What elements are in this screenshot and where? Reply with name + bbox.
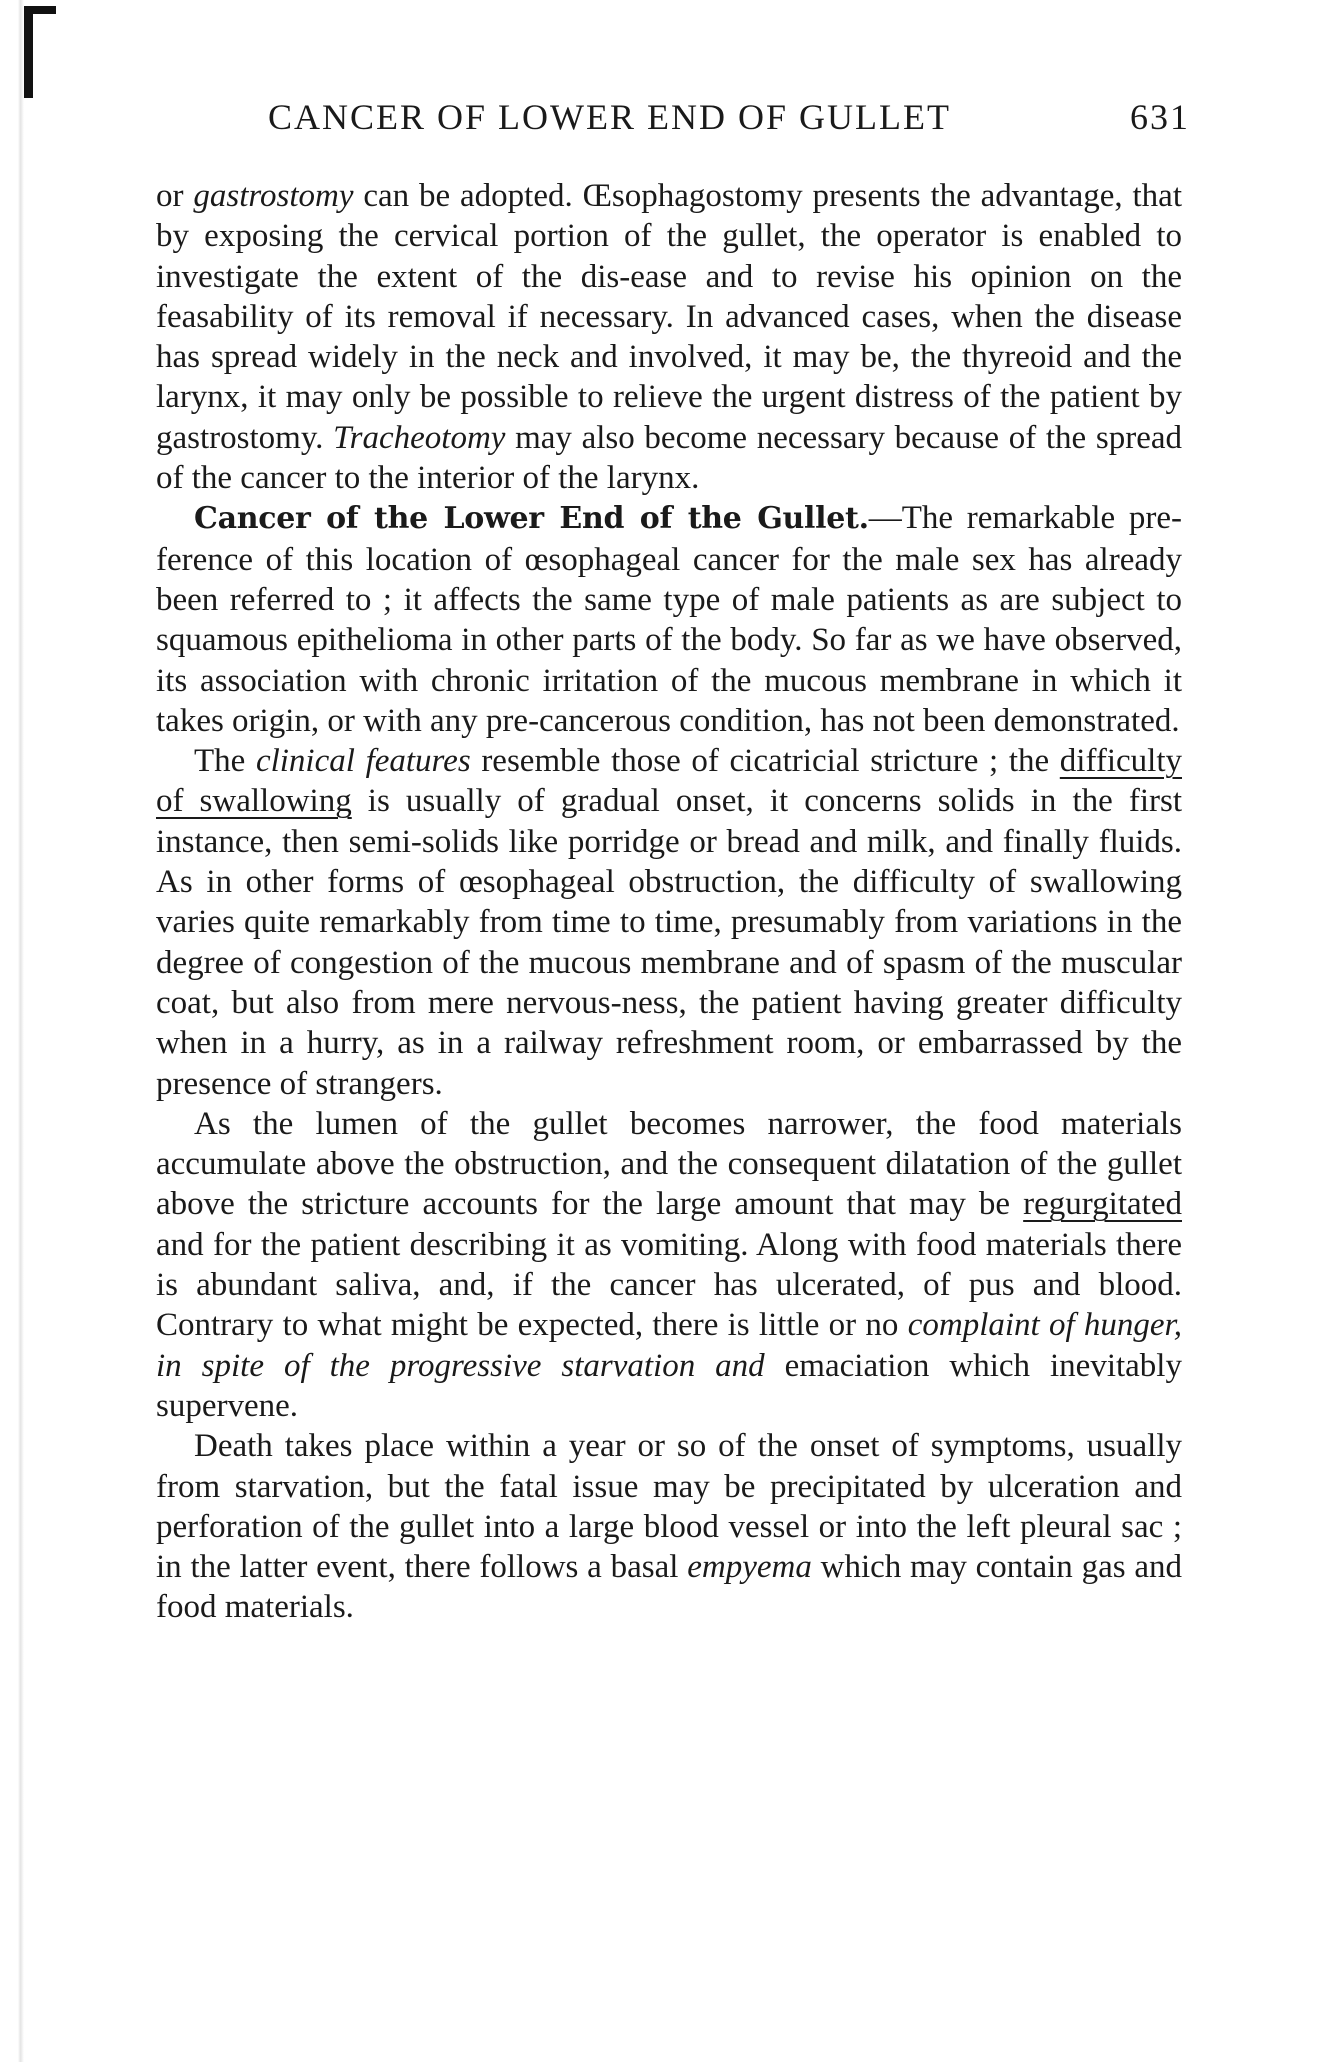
page-number: 631 bbox=[1130, 97, 1190, 137]
p2-text: —The remarkable pre-ference of this location of œsophageal cancer for the male sex has already been referred to ; it affects the same type of male patients as are subject to squamous epithelioma in other parts of the body. So far as we have observed, its association with chronic irritation of the mucous membrane in which it takes origin, or with any pre-cancerous condition, has not been demonstrated. bbox=[156, 500, 1182, 739]
p1-lead: or bbox=[156, 178, 194, 214]
p1-text-2: may also become necessary because of the spread of the cancer to the interior of the larynx. bbox=[156, 419, 1182, 497]
p3-lead: The bbox=[194, 743, 256, 780]
scan-binding-edge bbox=[18, 0, 24, 2062]
p5-text-2: which may contain gas and food materials. bbox=[156, 1549, 1183, 1626]
paragraph-1 bbox=[156, 176, 1182, 498]
p1-italic-tracheotomy: Tracheotomy bbox=[333, 419, 506, 456]
p4-italic-phrase: complaint of hunger, in spite of the progressive starvation and bbox=[156, 1307, 1182, 1384]
p3-italic-clinical-features: clinical features bbox=[255, 743, 471, 780]
p3-underlined-phrase: difficulty of swallowing bbox=[156, 743, 1182, 820]
p5-text-1: Death takes place within a year or so of the onset of symptoms, usually from starvation, but the fatal issue may be precipitated by ulceration and perforation of the gullet into a large blood vessel or into the left pleural sac ; in the latter event, there follows a basal bbox=[156, 1428, 1182, 1586]
p1-text-1: can be adopted. Œsophagostomy presents the advantage, that by exposing the cervical portion of the gullet, the operator is enabled to investigate the extent of the dis-ease and to revise his opinion on the feasability of its removal if necessary. In advanced cases, when the disease has spread widely in the neck and involved, it may be, the thyreoid and the larynx, it may only be possible to relieve the urgent distress of the patient by gastrostomy. bbox=[156, 178, 1182, 456]
p3-text-1: resemble those of cicatricial stricture ; the bbox=[470, 743, 1060, 780]
p5-italic-empyema: empyema bbox=[687, 1549, 812, 1586]
paragraph-2 bbox=[156, 498, 1182, 741]
p4-text-1: As the lumen of the gullet becomes narrower, the food materials accumulate above the obstruction, and the consequent dilatation of the gullet above the stricture accounts for the large amount that may be bbox=[156, 1105, 1182, 1223]
body-text bbox=[156, 176, 1182, 1628]
running-header bbox=[158, 96, 1190, 138]
paragraph-5 bbox=[156, 1426, 1182, 1627]
scan-corner-mark bbox=[24, 6, 33, 98]
running-title: CANCER OF LOWER END OF GULLET bbox=[268, 97, 951, 137]
scan-corner-mark-top bbox=[24, 6, 56, 14]
p1-italic-gastrostomy: gastrostomy bbox=[193, 178, 354, 214]
paragraph-3 bbox=[156, 741, 1182, 1104]
section-heading: Cancer of the Lower End of the Gullet. bbox=[194, 501, 869, 537]
p3-text-2: is usually of gradual onset, it concerns solids in the first instance, then semi-solids like porridge or bread and milk, and finally fluids. As in other forms of œsophageal obstruction, the difficulty of swallowing varies quite remarkably from time to time, presumably from variations in the degree of congestion of the mucous membrane and of spasm of the muscular coat, but also from mere nervous-ness, the patient having greater difficulty when in a hurry, as in a railway refreshment room, or embarrassed by the presence of strangers. bbox=[156, 783, 1182, 1102]
p4-text-2: and for the patient describing it as vomiting. Along with food materials there is abundant saliva, and, if the cancer has ulcerated, of pus and blood. Contrary to what might be expected, there is little or no bbox=[156, 1226, 1182, 1344]
p4-text-3: emaciation which inevitably supervene. bbox=[156, 1347, 1182, 1424]
paragraph-4 bbox=[156, 1104, 1182, 1426]
p4-underlined-word: regurgitated bbox=[1023, 1186, 1182, 1223]
